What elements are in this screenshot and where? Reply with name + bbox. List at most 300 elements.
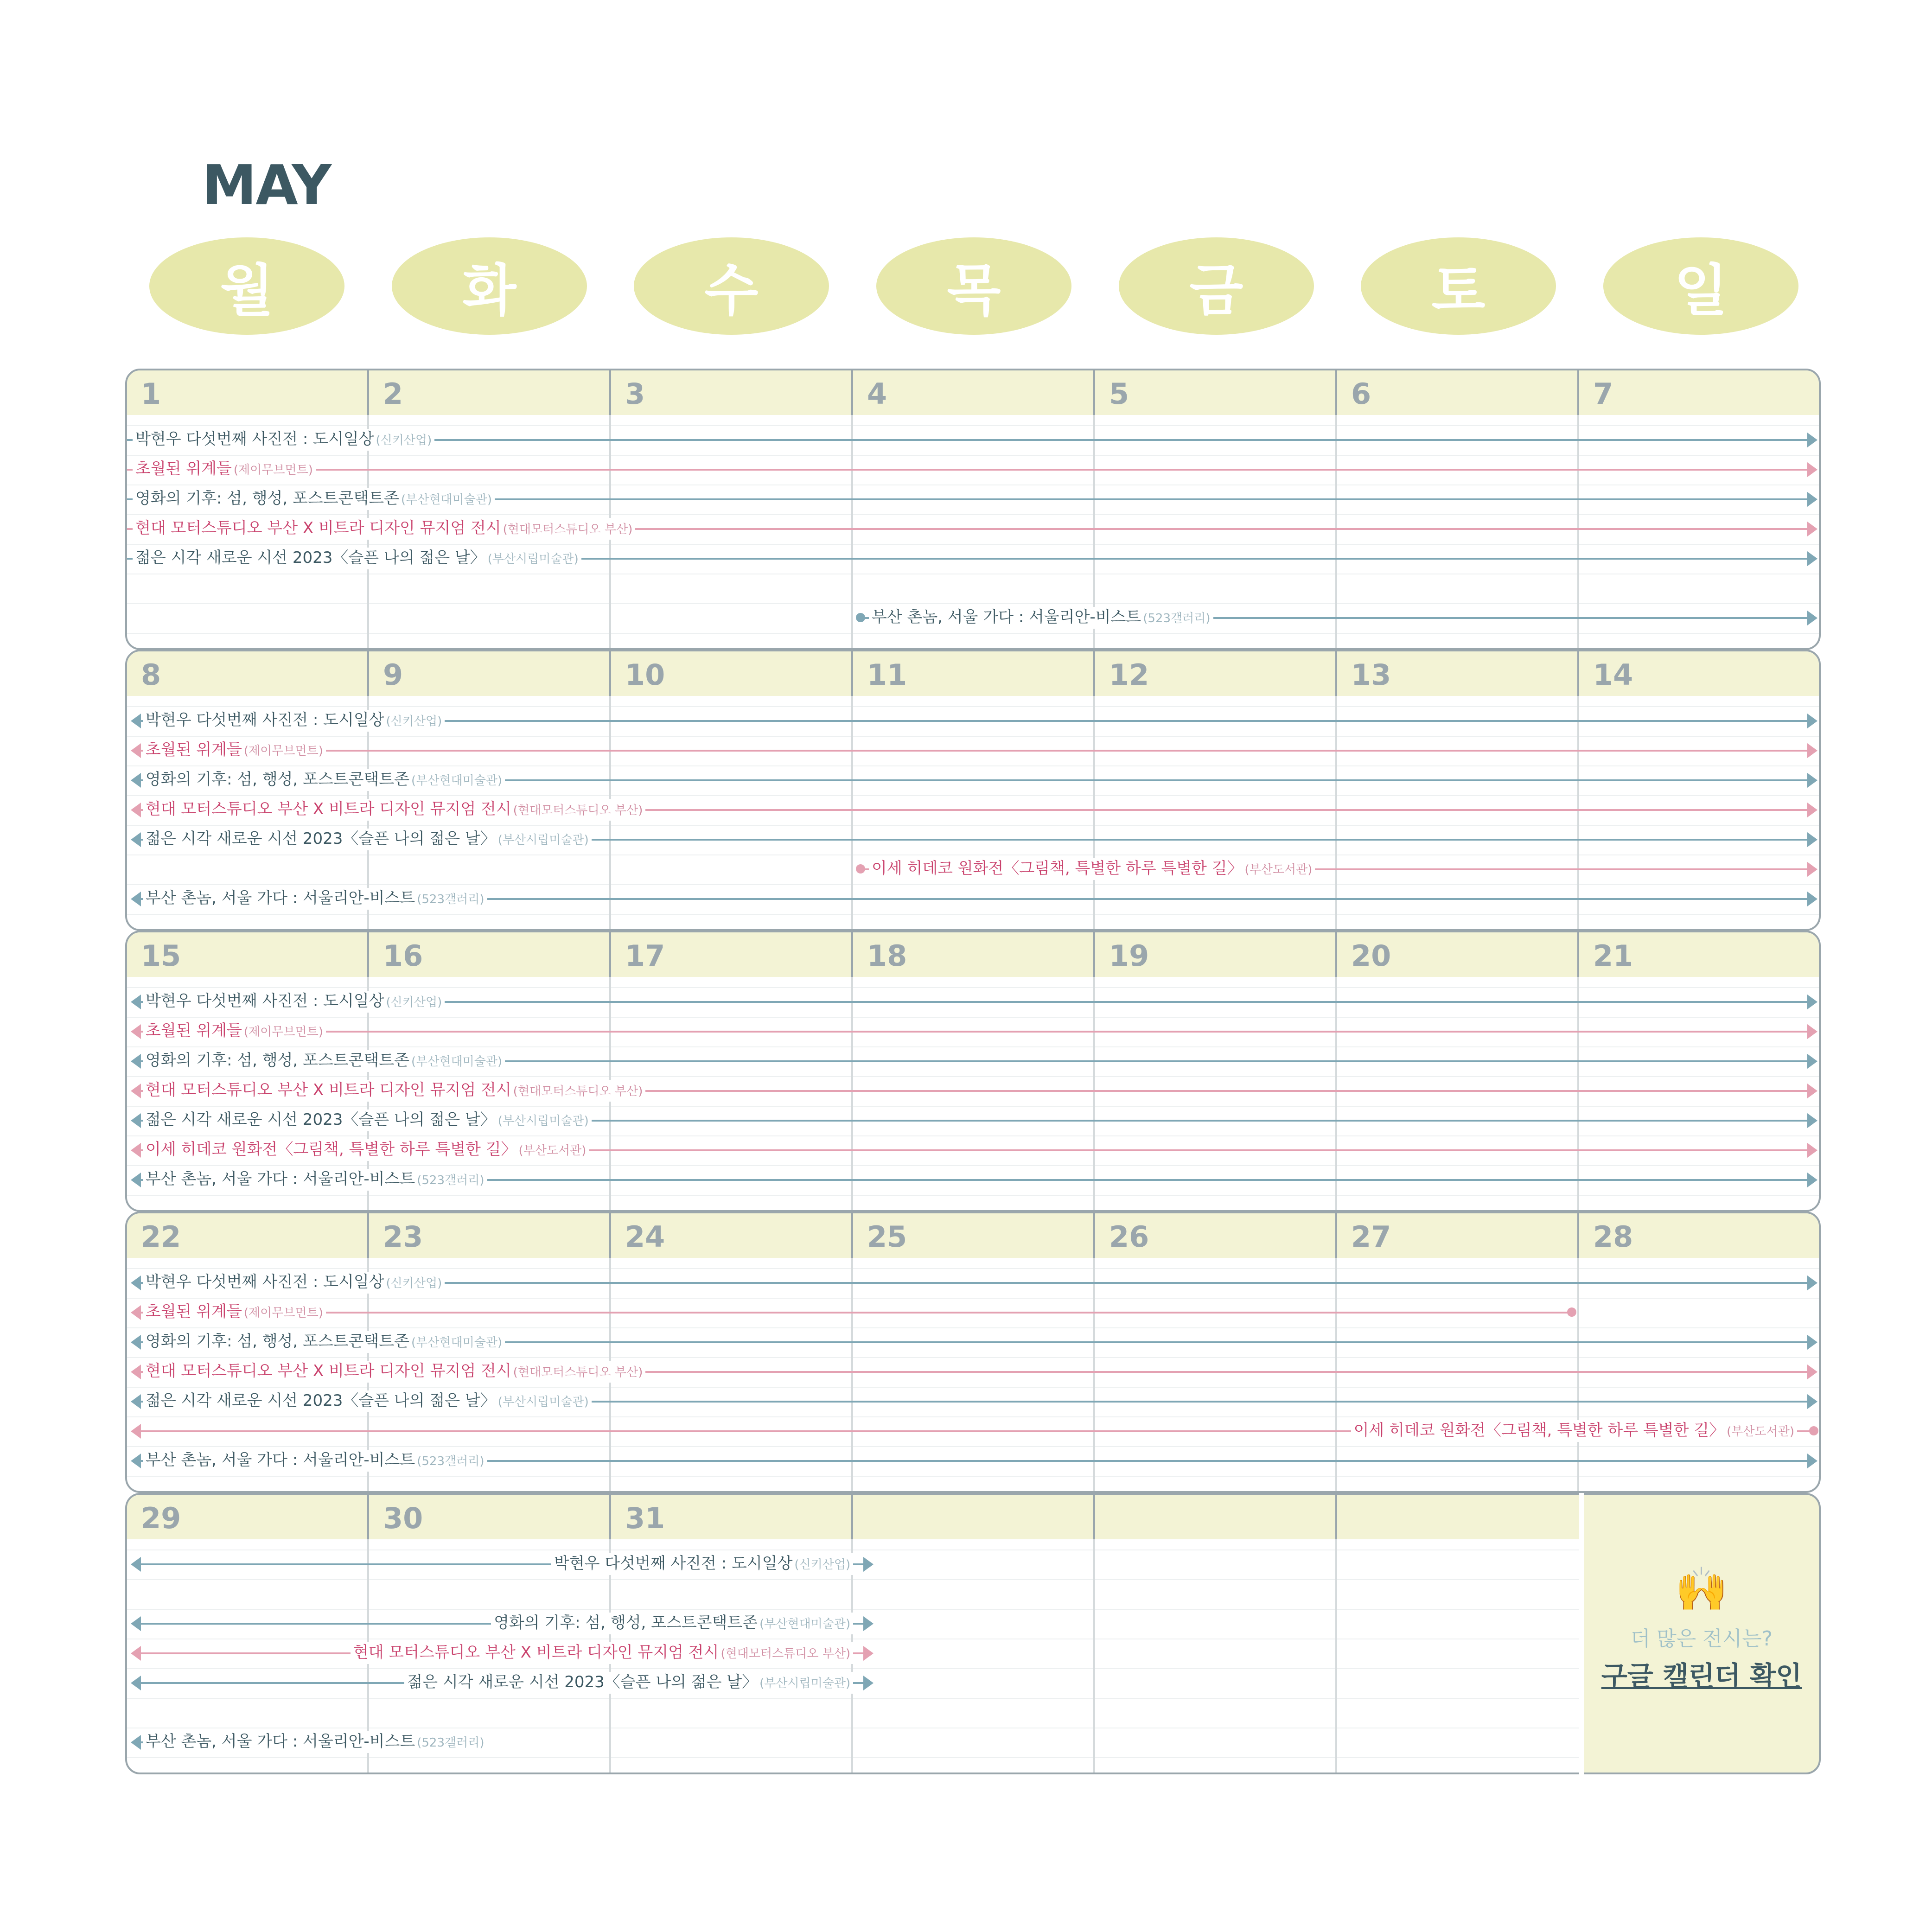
event-venue: (신키산업)	[376, 434, 432, 447]
row-line	[127, 603, 1819, 604]
event-title: 영화의 기후: 섬, 행성, 포스트콘택트존	[494, 1613, 758, 1632]
arrow-right-icon	[1807, 1113, 1817, 1128]
event-title: 박현우 다섯번째 사진전 : 도시일상	[554, 1554, 793, 1573]
weekday-6: 일	[1603, 237, 1798, 335]
arrow-left-icon	[131, 1113, 141, 1128]
day-divider-header	[367, 932, 369, 977]
day-divider-header	[1335, 1495, 1337, 1539]
event-title: 박현우 다섯번째 사진전 : 도시일상	[146, 711, 384, 729]
row-line	[127, 1357, 1819, 1358]
event-label	[869, 858, 1315, 880]
event-label	[143, 1020, 326, 1042]
event-venue: (현대모터스튜디오 부산)	[513, 1084, 643, 1098]
arrow-right-icon	[1807, 492, 1817, 507]
arrow-left-icon	[131, 773, 141, 788]
event-title: 영화의 기후: 섬, 행성, 포스트콘택트존	[146, 770, 409, 789]
event-venue: (현대모터스튜디오 부산)	[513, 803, 643, 817]
day-divider-header	[609, 932, 611, 977]
day-divider-header	[1093, 651, 1095, 696]
arrow-right-icon	[1807, 892, 1817, 906]
arrow-left-icon	[131, 1054, 141, 1069]
event-label	[869, 607, 1213, 629]
row-line	[127, 1579, 1579, 1580]
event-label	[143, 1050, 505, 1072]
event-bar[interactable]	[125, 489, 1816, 508]
event-title: 현대 모터스튜디오 부산 X 비트라 디자인 뮤지엄 전시	[146, 800, 511, 818]
start-dot-icon	[856, 613, 865, 622]
week-date-header	[127, 370, 1819, 415]
week-row-4	[125, 1211, 1821, 1493]
arrow-left-icon	[131, 1557, 141, 1572]
date-number[interactable]: 25	[867, 1220, 907, 1254]
event-bar[interactable]	[133, 1643, 872, 1662]
row-line	[127, 1165, 1819, 1166]
date-number[interactable]: 22	[141, 1220, 181, 1254]
event-title: 부산 촌놈, 서울 가다 : 서울리안-비스트	[146, 889, 415, 907]
week-date-header	[127, 1213, 1819, 1258]
event-title: 부산 촌놈, 서울 가다 : 서울리안-비스트	[146, 1170, 415, 1188]
event-title: 영화의 기후: 섬, 행성, 포스트콘택트존	[135, 489, 399, 508]
arrow-right-icon	[1807, 773, 1817, 788]
start-dot-icon	[856, 864, 865, 874]
row-line	[127, 1609, 1579, 1610]
day-divider-header	[1577, 370, 1579, 415]
date-number[interactable]: 6	[1351, 377, 1371, 411]
event-label	[143, 1331, 505, 1353]
day-divider-header	[1093, 1213, 1095, 1258]
event-title: 초월된 위계들	[146, 1021, 242, 1040]
event-bar[interactable]	[133, 1021, 1816, 1040]
event-venue: (부산현대미술관)	[411, 1336, 503, 1350]
event-label	[351, 1642, 853, 1664]
date-number[interactable]: 10	[625, 658, 665, 692]
date-number[interactable]: 8	[141, 658, 161, 692]
arrow-left-icon	[131, 743, 141, 758]
event-bar[interactable]	[133, 889, 1816, 907]
day-divider-header	[851, 651, 853, 696]
day-divider-header	[367, 651, 369, 696]
arrow-left-icon	[131, 1275, 141, 1290]
event-venue: (제이무브먼트)	[243, 1306, 323, 1320]
event-bar[interactable]	[133, 1051, 1816, 1070]
raised-hands-icon: 🙌	[1675, 1564, 1728, 1614]
event-bar[interactable]	[125, 519, 1816, 537]
arrow-right-icon	[1807, 1054, 1817, 1069]
event-title: 젊은 시각 새로운 시선 2023〈슬픈 나의 젊은 날〉	[146, 1110, 496, 1129]
arrow-right-icon	[1807, 1173, 1817, 1187]
date-number[interactable]: 26	[1109, 1220, 1149, 1254]
event-label	[143, 1731, 487, 1753]
row-line	[127, 1416, 1819, 1417]
date-number[interactable]: 15	[141, 939, 181, 973]
arrow-right-icon	[1807, 862, 1817, 877]
event-venue: (부산현대미술관)	[401, 493, 492, 507]
arrow-left-icon	[131, 1616, 141, 1631]
event-label	[404, 1672, 853, 1694]
event-venue: (제이무브먼트)	[243, 1025, 323, 1039]
event-title: 영화의 기후: 섬, 행성, 포스트콘택트존	[146, 1051, 409, 1070]
event-label	[133, 488, 495, 510]
event-bar[interactable]	[133, 1302, 1574, 1321]
arrow-right-icon	[1807, 1275, 1817, 1290]
event-bar[interactable]	[133, 740, 1816, 759]
weekday-3: 목	[876, 237, 1071, 335]
event-title: 부산 촌놈, 서울 가다 : 서울리안-비스트	[146, 1451, 415, 1469]
date-number[interactable]: 7	[1593, 377, 1613, 411]
arrow-left-icon	[131, 1646, 141, 1661]
day-divider-header	[1093, 932, 1095, 977]
event-title: 젊은 시각 새로운 시선 2023〈슬픈 나의 젊은 날〉	[135, 548, 486, 567]
event-title: 이세 히데코 원화전〈그림책, 특별한 하루 특별한 길〉	[146, 1140, 517, 1159]
date-number[interactable]: 27	[1351, 1220, 1391, 1254]
event-label	[133, 429, 434, 451]
arrow-right-icon	[1807, 1365, 1817, 1379]
event-bar[interactable]	[133, 1451, 1816, 1469]
arrow-right-icon	[1807, 1143, 1817, 1158]
event-bar[interactable]	[133, 1732, 485, 1751]
event-label	[143, 1450, 487, 1472]
row-line	[127, 514, 1819, 515]
month-title: MAY	[202, 153, 331, 217]
event-bar[interactable]	[125, 459, 1816, 478]
event-label	[143, 710, 445, 732]
event-venue: (현대모터스튜디오 부산)	[513, 1365, 643, 1379]
event-label	[143, 1169, 487, 1191]
event-title: 초월된 위계들	[135, 459, 232, 478]
event-label	[143, 1080, 645, 1102]
event-bar[interactable]	[133, 1391, 1816, 1410]
day-divider-header	[1577, 651, 1579, 696]
arrow-left-icon	[131, 1424, 141, 1439]
event-venue: (현대모터스튜디오 부산)	[721, 1647, 851, 1661]
row-line	[127, 544, 1819, 545]
day-divider-header	[609, 370, 611, 415]
arrow-right-icon	[1807, 995, 1817, 1009]
event-bar[interactable]	[133, 829, 1816, 848]
event-label	[143, 1272, 445, 1294]
arrow-left-icon	[131, 1735, 141, 1750]
arrow-right-icon	[863, 1676, 874, 1690]
weekday-1: 화	[392, 237, 587, 335]
event-label	[143, 1390, 592, 1412]
day-divider-header	[851, 1495, 853, 1539]
event-title: 이세 히데코 원화전〈그림책, 특별한 하루 특별한 길〉	[1353, 1421, 1725, 1440]
arrow-left-icon	[131, 1365, 141, 1379]
arrow-right-icon	[1807, 832, 1817, 847]
event-title: 젊은 시각 새로운 시선 2023〈슬픈 나의 젊은 날〉	[146, 1391, 496, 1410]
event-label	[143, 769, 505, 791]
event-venue: (부산현대미술관)	[411, 1055, 503, 1069]
event-title: 현대 모터스튜디오 부산 X 비트라 디자인 뮤지엄 전시	[146, 1081, 511, 1099]
day-divider-header	[1335, 932, 1337, 977]
row-line	[127, 1668, 1579, 1669]
date-number[interactable]: 30	[383, 1501, 423, 1535]
day-divider-header	[609, 651, 611, 696]
date-number[interactable]: 11	[867, 658, 907, 692]
week-row-3	[125, 931, 1821, 1212]
event-bar[interactable]	[133, 1081, 1816, 1099]
date-number[interactable]: 18	[867, 939, 907, 973]
date-number[interactable]: 2	[383, 377, 403, 411]
arrow-left-icon	[131, 832, 141, 847]
event-venue: (523갤러리)	[417, 1454, 485, 1468]
row-line	[127, 1268, 1819, 1269]
event-bar[interactable]	[133, 1140, 1816, 1159]
day-divider-header	[1335, 1213, 1337, 1258]
date-number[interactable]: 4	[867, 377, 887, 411]
day-divider-header	[367, 1495, 369, 1539]
day-divider-header	[1577, 932, 1579, 977]
event-label	[143, 829, 592, 850]
weekday-4: 금	[1119, 237, 1314, 335]
date-number[interactable]: 24	[625, 1220, 665, 1254]
day-divider-header	[1577, 1213, 1579, 1258]
arrow-left-icon	[131, 1394, 141, 1409]
event-title: 초월된 위계들	[146, 1302, 242, 1321]
arrow-left-icon	[131, 714, 141, 728]
event-label	[133, 548, 581, 569]
row-line	[127, 1446, 1819, 1447]
event-bar[interactable]	[133, 1170, 1816, 1188]
event-label	[143, 1109, 592, 1131]
arrow-right-icon	[1807, 522, 1817, 536]
arrow-left-icon	[131, 995, 141, 1009]
arrow-right-icon	[1807, 1454, 1817, 1468]
date-number[interactable]: 23	[383, 1220, 423, 1254]
arrow-left-icon	[131, 1454, 141, 1468]
event-venue: (제이무브먼트)	[243, 744, 323, 758]
event-venue: (523갤러리)	[417, 1736, 485, 1750]
day-divider-header	[609, 1213, 611, 1258]
date-number[interactable]: 16	[383, 939, 423, 973]
event-venue: (523갤러리)	[1143, 612, 1211, 625]
arrow-left-icon	[131, 1084, 141, 1098]
event-venue: (523갤러리)	[417, 893, 485, 906]
event-title: 이세 히데코 원화전〈그림책, 특별한 하루 특별한 길〉	[872, 859, 1243, 878]
more-exhibitions-promo	[1584, 1493, 1821, 1774]
event-venue: (부산현대미술관)	[411, 774, 503, 788]
row-line	[127, 1135, 1819, 1136]
row-line	[127, 854, 1819, 855]
row-line	[127, 1757, 1579, 1758]
date-number[interactable]: 19	[1109, 939, 1149, 973]
row-line	[127, 1476, 1819, 1477]
event-title: 초월된 위계들	[146, 740, 242, 759]
event-bar[interactable]	[125, 430, 1816, 448]
arrow-left-icon	[131, 1335, 141, 1350]
event-venue: (제이무브먼트)	[233, 463, 313, 477]
event-venue: (신키산업)	[794, 1558, 851, 1572]
event-title: 부산 촌놈, 서울 가다 : 서울리안-비스트	[146, 1732, 415, 1751]
arrow-right-icon	[863, 1616, 874, 1631]
date-number[interactable]: 17	[625, 939, 665, 973]
event-label	[133, 518, 635, 540]
row-line	[127, 1549, 1579, 1550]
event-venue: (523갤러리)	[417, 1173, 485, 1187]
date-number[interactable]: 13	[1351, 658, 1391, 692]
event-bar[interactable]	[859, 608, 1816, 626]
week-row-1	[125, 369, 1821, 650]
arrow-right-icon	[863, 1646, 874, 1661]
google-calendar-link[interactable]: 구글 캘린더 확인	[1601, 1660, 1802, 1692]
row-line	[127, 425, 1819, 426]
event-label	[143, 1361, 645, 1383]
day-divider-header	[851, 932, 853, 977]
event-title: 박현우 다섯번째 사진전 : 도시일상	[146, 992, 384, 1010]
event-bar[interactable]	[133, 1273, 1816, 1291]
row-line	[127, 1017, 1819, 1018]
day-divider-header	[1335, 651, 1337, 696]
row-line	[127, 736, 1819, 737]
event-bar[interactable]	[133, 770, 1816, 789]
row-line	[127, 795, 1819, 796]
event-label	[143, 740, 326, 761]
row-line	[127, 1106, 1819, 1107]
arrow-right-icon	[1807, 551, 1817, 566]
arrow-left-icon	[131, 892, 141, 906]
arrow-right-icon	[863, 1557, 874, 1572]
event-bar[interactable]	[133, 1554, 872, 1573]
event-bar[interactable]	[133, 1421, 1816, 1440]
row-line	[127, 884, 1819, 885]
event-bar[interactable]	[133, 1613, 872, 1632]
date-number[interactable]: 31	[625, 1501, 665, 1535]
day-divider-header	[1093, 370, 1095, 415]
arrow-right-icon	[1807, 1024, 1817, 1039]
row-line	[127, 706, 1819, 707]
event-bar[interactable]	[133, 1362, 1816, 1380]
event-venue: (부산시립미술관)	[487, 552, 579, 566]
arrow-right-icon	[1807, 611, 1817, 625]
event-title: 젊은 시각 새로운 시선 2023〈슬픈 나의 젊은 날〉	[146, 829, 496, 848]
event-label	[1351, 1420, 1797, 1442]
day-divider-header	[851, 1213, 853, 1258]
day-divider-header	[851, 370, 853, 415]
row-line	[127, 765, 1819, 766]
event-venue: (부산시립미술관)	[497, 1114, 589, 1128]
event-bar[interactable]	[133, 711, 1816, 729]
event-venue: (부산시립미술관)	[497, 833, 589, 847]
date-number[interactable]: 21	[1593, 939, 1633, 973]
event-venue: (신키산업)	[386, 995, 442, 1009]
event-label	[551, 1553, 853, 1575]
event-title: 박현우 다섯번째 사진전 : 도시일상	[146, 1273, 384, 1291]
week-date-header	[127, 651, 1819, 696]
event-label	[133, 459, 316, 480]
row-line	[127, 1076, 1819, 1077]
row-line	[127, 1698, 1579, 1699]
row-line	[127, 1046, 1819, 1047]
row-line	[127, 1298, 1819, 1299]
event-venue: (부산도서관)	[1244, 863, 1313, 877]
event-label	[143, 799, 645, 821]
event-label	[143, 991, 445, 1013]
event-title: 젊은 시각 새로운 시선 2023〈슬픈 나의 젊은 날〉	[407, 1673, 758, 1691]
date-number[interactable]: 12	[1109, 658, 1149, 692]
event-label	[143, 888, 487, 910]
week-row-2	[125, 650, 1821, 931]
arrow-right-icon	[1807, 433, 1817, 447]
date-number[interactable]: 28	[1593, 1220, 1633, 1254]
event-title: 부산 촌놈, 서울 가다 : 서울리안-비스트	[872, 608, 1141, 626]
event-title: 현대 모터스튜디오 부산 X 비트라 디자인 뮤지엄 전시	[353, 1643, 719, 1662]
date-number[interactable]: 1	[141, 377, 161, 411]
arrow-right-icon	[1807, 714, 1817, 728]
week-row-5	[125, 1493, 1579, 1774]
event-venue: (신키산업)	[386, 714, 442, 728]
event-title: 현대 모터스튜디오 부산 X 비트라 디자인 뮤지엄 전시	[146, 1362, 511, 1380]
arrow-right-icon	[1807, 462, 1817, 477]
event-label	[491, 1613, 853, 1634]
event-venue: (부산현대미술관)	[759, 1617, 851, 1631]
day-divider-header	[609, 1495, 611, 1539]
row-line	[127, 1327, 1819, 1328]
end-dot-icon	[1809, 1426, 1818, 1435]
row-line	[127, 825, 1819, 826]
event-bar[interactable]	[859, 859, 1816, 878]
row-line	[127, 1387, 1819, 1388]
event-venue: (현대모터스튜디오 부산)	[503, 523, 633, 536]
weekday-0: 월	[149, 237, 344, 335]
arrow-left-icon	[131, 1143, 141, 1158]
arrow-right-icon	[1807, 743, 1817, 758]
arrow-right-icon	[1807, 1335, 1817, 1350]
arrow-left-icon	[131, 1173, 141, 1187]
week-date-header	[127, 932, 1819, 977]
row-line	[127, 455, 1819, 456]
weekday-2: 수	[634, 237, 829, 335]
arrow-right-icon	[1807, 1394, 1817, 1409]
row-line	[127, 1195, 1819, 1196]
end-dot-icon	[1567, 1307, 1576, 1317]
event-bar[interactable]	[133, 1332, 1816, 1351]
arrow-right-icon	[1807, 1084, 1817, 1098]
weekday-5: 토	[1361, 237, 1556, 335]
date-number[interactable]: 5	[1109, 377, 1129, 411]
date-number[interactable]: 3	[625, 377, 645, 411]
event-title: 현대 모터스튜디오 부산 X 비트라 디자인 뮤지엄 전시	[135, 519, 501, 537]
day-divider-header	[1093, 1495, 1095, 1539]
day-divider-header	[1335, 370, 1337, 415]
event-venue: (부산도서관)	[518, 1144, 587, 1158]
event-bar[interactable]	[133, 1673, 872, 1691]
event-venue: (부산도서관)	[1727, 1425, 1794, 1439]
row-line	[127, 914, 1819, 915]
arrow-left-icon	[131, 803, 141, 817]
event-venue: (신키산업)	[386, 1276, 442, 1290]
arrow-left-icon	[131, 1024, 141, 1039]
date-number[interactable]: 20	[1351, 939, 1391, 973]
event-label	[143, 1139, 589, 1161]
event-title: 영화의 기후: 섬, 행성, 포스트콘택트존	[146, 1332, 409, 1351]
date-number[interactable]: 14	[1593, 658, 1633, 692]
event-title: 박현우 다섯번째 사진전 : 도시일상	[135, 430, 374, 448]
promo-subtitle: 더 많은 전시는?	[1630, 1627, 1773, 1651]
day-divider-header	[367, 1213, 369, 1258]
day-divider-header	[367, 370, 369, 415]
arrow-left-icon	[131, 1676, 141, 1690]
row-line	[127, 987, 1819, 988]
event-bar[interactable]	[133, 992, 1816, 1010]
date-number[interactable]: 29	[141, 1501, 181, 1535]
event-bar[interactable]	[133, 800, 1816, 818]
event-venue: (부산시립미술관)	[759, 1677, 851, 1690]
date-number[interactable]: 9	[383, 658, 403, 692]
row-line	[127, 633, 1819, 634]
week-date-header	[127, 1495, 1579, 1539]
event-bar[interactable]	[133, 1110, 1816, 1129]
event-bar[interactable]	[125, 548, 1816, 567]
